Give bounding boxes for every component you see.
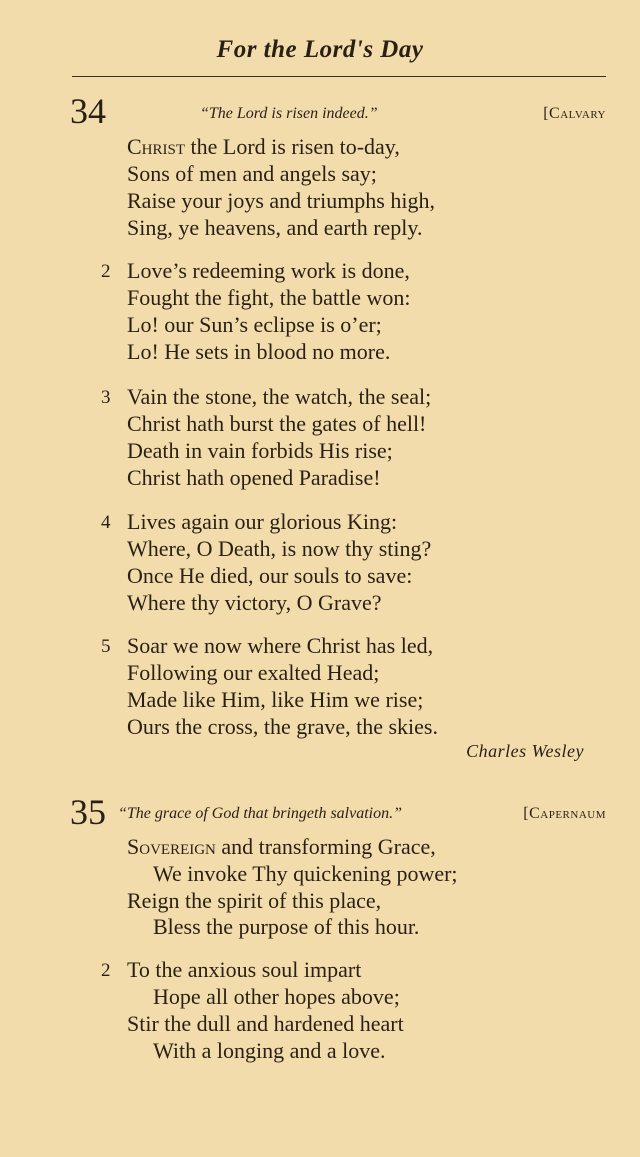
- verse-line: Where, O Death, is now thy sting?: [127, 536, 432, 561]
- verse-line: Sing, ye heavens, and earth reply.: [127, 215, 423, 240]
- verse-line: With a longing and a love.: [153, 1038, 386, 1063]
- verse-line: Christ hath opened Paradise!: [127, 465, 381, 490]
- verse-line: Fought the fight, the battle won:: [127, 285, 411, 310]
- verse-line: Where thy victory, O Grave?: [127, 590, 382, 615]
- stanza-number: 3: [101, 387, 111, 408]
- line-text: and transforming Grace,: [215, 834, 436, 859]
- running-head: For the Lord's Day: [216, 36, 424, 63]
- verse-line: Bless the purpose of this hour.: [153, 914, 420, 939]
- line-text: the Lord is risen to-day,: [185, 134, 400, 159]
- verse-line: [127, 834, 436, 860]
- verse-line: Lo! He sets in blood no more.: [127, 339, 391, 364]
- verse-line: Once He died, our souls to save:: [127, 563, 413, 588]
- stanza-number: 2: [101, 261, 111, 282]
- verse-line: To the anxious soul impart: [127, 957, 362, 982]
- stanza-number: 4: [101, 512, 111, 533]
- verse-line: Reign the spirit of this place,: [127, 888, 382, 913]
- tune-name: [Capernaum: [523, 805, 606, 822]
- verse-line: Raise your joys and triumphs high,: [127, 188, 435, 213]
- verse-line: Love’s redeeming work is done,: [127, 258, 410, 283]
- first-word: Christ: [127, 134, 186, 159]
- verse-line: Death in vain forbids His rise;: [127, 438, 393, 463]
- verse-line: Sons of men and angels say;: [127, 161, 377, 186]
- author-attribution: Charles Wesley: [466, 741, 584, 761]
- verse-line: Lives again our glorious King:: [127, 509, 398, 534]
- verse-line: Lo! our Sun’s eclipse is o’er;: [127, 312, 382, 337]
- verse-line: Vain the stone, the watch, the seal;: [127, 384, 432, 409]
- tune-name: [Calvary: [543, 105, 606, 122]
- first-word: Sovereign: [127, 834, 216, 859]
- hymn-epigraph: “The Lord is risen indeed.”: [200, 105, 378, 122]
- stanza-number: 5: [101, 636, 111, 657]
- verse-line: Stir the dull and hardened heart: [127, 1011, 404, 1036]
- verse-line: Christ hath burst the gates of hell!: [127, 411, 427, 436]
- verse-line: Made like Him, like Him we rise;: [127, 687, 424, 712]
- verse-line: [127, 134, 400, 160]
- hymn-number: 35: [70, 792, 106, 832]
- verse-line: Following our exalted Head;: [127, 660, 380, 685]
- verse-line: Ours the cross, the grave, the skies.: [127, 714, 438, 739]
- header-rule: [72, 76, 606, 77]
- hymn-number: 34: [70, 91, 106, 131]
- stanza-number: 2: [101, 960, 111, 981]
- verse-line: We invoke Thy quickening power;: [153, 861, 458, 886]
- verse-line: Hope all other hopes above;: [153, 984, 400, 1009]
- verse-line: Soar we now where Christ has led,: [127, 633, 434, 658]
- hymn-epigraph: “The grace of God that bringeth salvation.”: [118, 805, 402, 822]
